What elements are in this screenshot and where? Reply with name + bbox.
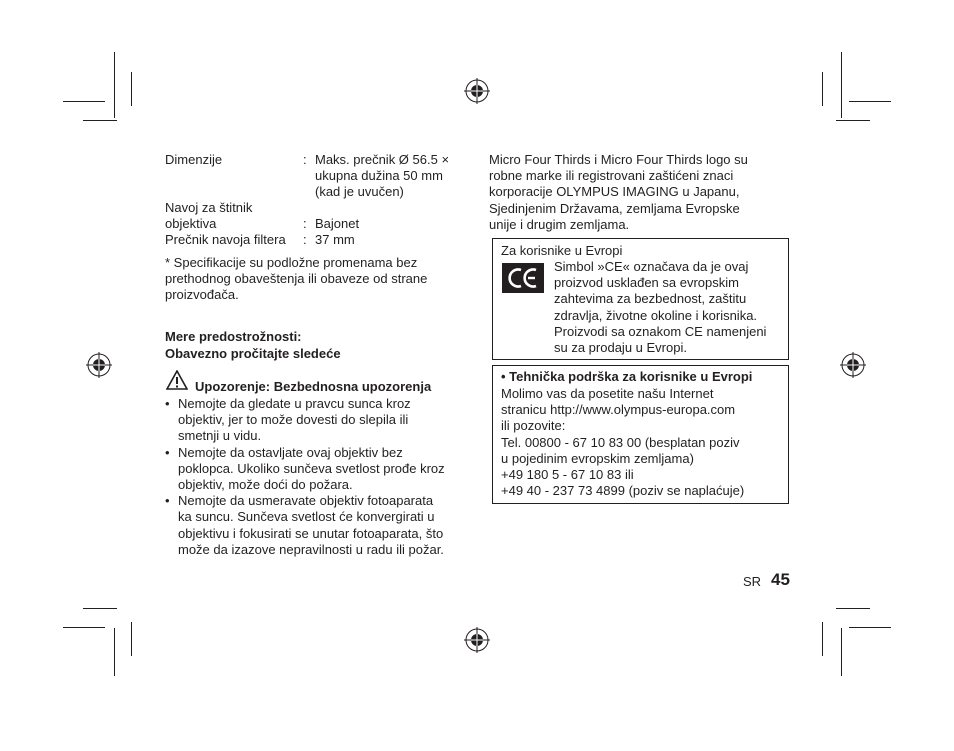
crop-mark	[83, 120, 117, 121]
warning-title: Upozorenje: Bezbednosna upozorenja	[195, 379, 432, 394]
crop-mark	[841, 628, 842, 676]
crop-mark	[114, 628, 115, 676]
crop-mark	[836, 120, 870, 121]
precautions-subheading: Obavezno pročitajte sledeće	[165, 346, 341, 361]
eu-notice-box	[492, 238, 789, 360]
registration-target-icon	[86, 352, 112, 378]
registration-target-icon	[464, 78, 490, 104]
spec-value: 37 mm	[315, 232, 355, 247]
support-box-text: Molimo vas da posetite našu Internet stranicu http://www.olympus-europa.com ili pozovite: Tel. 00800 - 67 10 83 00 (besplatan poziv u pojedinim evropskim zemljama) +49 180 5 - 67 10 83 ili +49 40 - 237 73 4899 (poziv se naplaćuje)	[501, 386, 745, 499]
registration-target-icon	[464, 627, 490, 653]
spec-label: Dimenzije	[165, 152, 223, 167]
list-item	[165, 445, 470, 494]
crop-mark	[849, 627, 891, 628]
support-box	[492, 365, 789, 504]
spec-colon: :	[303, 152, 307, 167]
ce-mark-icon	[502, 263, 544, 293]
spec-colon: :	[303, 232, 307, 247]
spec-colon: :	[303, 216, 307, 231]
crop-mark	[849, 101, 891, 102]
crop-mark	[131, 622, 132, 656]
spec-label: Prečnik navoja filtera	[165, 232, 286, 247]
bullet: •	[165, 493, 170, 509]
crop-mark	[83, 608, 117, 609]
eu-notice-text: Simbol »CE« označava da je ovaj proizvod usklađen sa evropskim zahtevima za bezbednost, zaštitu zdravlja, životne okoline i korisnika. Proizvodi sa oznakom CE namenjeni su za prodaju u Evropi.	[554, 259, 767, 356]
spec-label: objektiva	[165, 216, 217, 231]
crop-mark	[131, 72, 132, 106]
spec-label: Navoj za štitnik	[165, 200, 253, 215]
eu-notice-title: Za korisnike u Evropi	[501, 243, 623, 258]
list-item	[165, 396, 470, 445]
trademark-notice: Micro Four Thirds i Micro Four Thirds logo su robne marke ili registrovani zaštićeni znaci korporacije OLYMPUS IMAGING u Japanu, Sjedinjenim Državama, zemljama Evropske unije i drugim zemljama.	[489, 152, 748, 232]
warning-item-text: Nemojte da ostavljate ovaj objektiv bez poklopca. Ukoliko sunčeva svetlost prođe kroz objektiv, može doći do požara.	[178, 444, 445, 493]
spec-footnote: * Specifikacije su podložne promenama bez prethodnog obaveštenja ili obaveze od strane proizvođača.	[165, 255, 428, 303]
crop-mark	[63, 101, 105, 102]
crop-mark	[822, 72, 823, 106]
footer-language: SR	[743, 574, 762, 589]
spec-value: Maks. prečnik Ø 56.5 × ukupna dužina 50 mm (kad je uvučen)	[315, 152, 450, 200]
crop-mark	[836, 608, 870, 609]
warning-list	[165, 396, 470, 558]
crop-mark	[822, 622, 823, 656]
list-item	[165, 493, 470, 558]
bullet: •	[165, 444, 170, 460]
crop-mark	[114, 52, 115, 118]
warning-item-text: Nemojte da gledate u pravcu sunca kroz objektiv, jer to može dovesti do slepila ili smetnji u vidu.	[178, 396, 411, 444]
warning-triangle-icon	[166, 370, 188, 390]
page-number: 45	[771, 570, 790, 589]
crop-mark	[63, 627, 105, 628]
support-box-title: • Tehnička podrška za korisnike u Evropi	[501, 369, 753, 384]
specifications-table	[165, 152, 465, 252]
warning-item-text: Nemojte da usmeravate objektiv fotoaparata ka suncu. Sunčeva svetlost će konvergirati u objektivu i fokusirati se unutar fotoaparata, što može da izazove nepravilnosti u radu ili požar.	[178, 493, 444, 557]
crop-mark	[841, 52, 842, 118]
bullet: •	[165, 396, 170, 411]
registration-target-icon	[840, 352, 866, 378]
spec-value: Bajonet	[315, 216, 360, 231]
ce-mark-logo	[502, 263, 544, 293]
precautions-heading: Mere predostrožnosti:	[165, 329, 302, 344]
